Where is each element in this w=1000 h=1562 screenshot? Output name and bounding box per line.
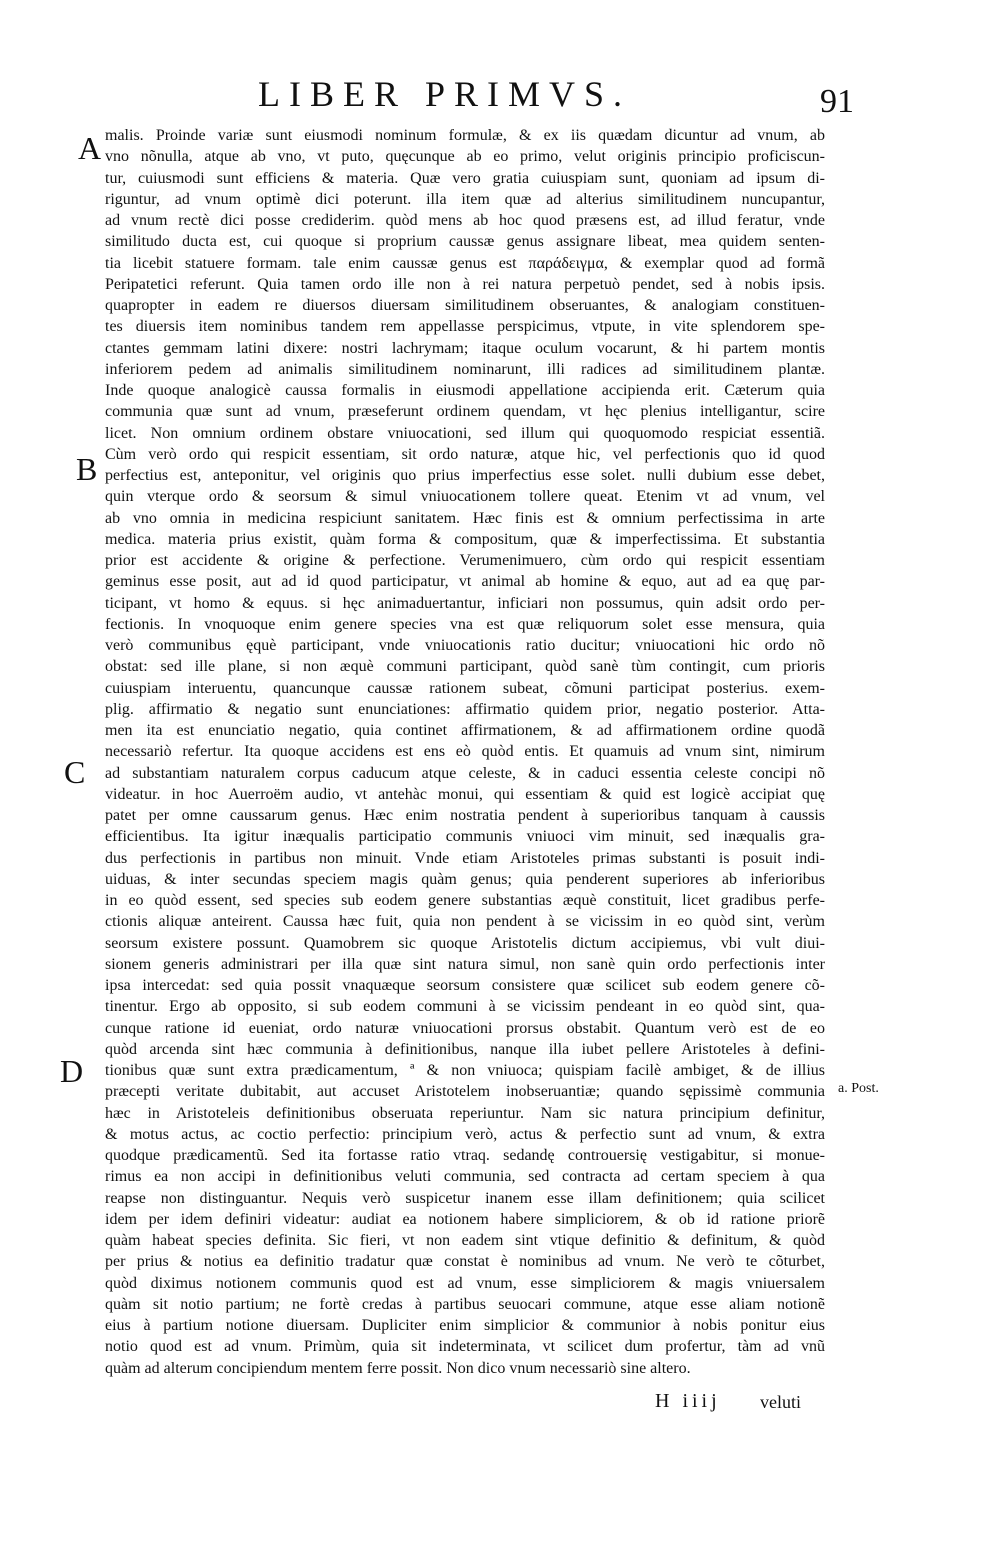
text-line: quodque prædicamentũ. Sed ita fortasse ratio vtraq. sedandę controuersię vestigabitur, si monue- [105, 1147, 825, 1164]
text-line: & motus actus, ac coctio perfectio: principium verò, actus & perfectio sunt ad vnum, & extra [105, 1125, 825, 1143]
text-line: rimus ea non accipi in definitionibus veluti communia, sed contracta ad certam speciem à qua [105, 1168, 825, 1186]
body-text [105, 125, 825, 1379]
margin-note: a. Post. [838, 1081, 879, 1096]
text-line: Peripatetici referunt. Quia tamen ordo ille non à rei natura perpetuò pendet, sed à nobis ipsis. [105, 275, 825, 293]
text-line: perfectius est, anteponitur, vel originis quo prius imperfectius esse solet. nulli dubium esse debet, [105, 467, 825, 484]
text-line: efficientibus. Ita igitur inæqualis participatio communis vniuoci vim minuit, sed inæqualis gra- [105, 828, 825, 846]
text-line: cuiuspiam interuentu, quancunque caussæ rationem subeat, cõmuni participat posterius. exem- [105, 679, 825, 697]
section-mark-b: B [76, 451, 98, 487]
text-line: quin vterque ordo & seorsum & simul vniuocationem tollere queat. Etenim vt ad vnum, vel [105, 488, 825, 506]
text-line: tes diuersis item nominibus tandem rem appellasse perspicimus, vtpute, in vite splendorem spe- [105, 318, 825, 336]
text-line: quòd arcenda sint hæc communia à definitionibus, nanque illa iubet pellere Aristoteles à defini- [105, 1040, 825, 1058]
text-line: eius à partium notione diuersam. Dupliciter enim simplicior & communior à nobis ponitur eius [105, 1317, 825, 1334]
text-line: prior est accidente & origine & perfectione. Verumenimuero, cùm ordo qui respicit essentiam [105, 552, 825, 569]
text-line: ctantes gemmam latini dixere: nostri lachrymam; itaque oculum vocarunt, & hi partem montis [105, 339, 825, 357]
text-line: ad vnum rectè dici posse crediderim. quòd mens ab hoc quod præsens est, ad illud feratur, vnde [105, 212, 825, 229]
text-line: cunque ratione id eueniat, ordo naturæ vniuocationi prorsus obstabit. Quantum verò est de eo [105, 1019, 825, 1037]
text-line: vno nõnulla, atque ab vno, vt puto, quęcunque ab eo primo, velut originis principio proficiscun- [105, 148, 825, 166]
text-line: licet. Non omnium ordinem obstare vniuocationi, sed illum qui quoquomodo respiciat essentiã. [105, 424, 825, 442]
text-line: hæc in Aristoteleis definitionibus obseruata reperiuntur. Nam sic natura principium definitur, [105, 1104, 825, 1122]
text-line: reapse non distinguantur. Nequis verò suspicetur inanem esse illam definitionem; quia scilicet [105, 1189, 825, 1207]
text-line: obstat: sed ille plane, si non æquè communi participant, quòd sanè tùm contingit, cum prioris [105, 658, 825, 676]
text-line: malis. Proinde variæ sunt eiusmodi nominum formulæ, & ex iis quædam dicuntur ad vnum, ab [105, 127, 825, 144]
text-line: ipsa intercedat: sed quia possit vnaquæque seorsum consistere quæ scilicet sub eodem genere cõ- [105, 977, 825, 994]
text-line: tinentur. Ergo ab opposito, si sub eodem communi à se vicissim pendeant in eo quòd sint, qua- [105, 998, 825, 1016]
text-line: in eo quòd essent, sed species sub eodem genere substantias æquè constituit, licet gradibus perfe- [105, 892, 825, 909]
text-line: uiduas, & inter secundas speciem magis quàm genus; quia penderent superiores ab inferioribus [105, 870, 825, 888]
text-line: verò communibus ęquè participant, vnde vniuocationis ratio ducitur; vniuocationi hic ordo nõ [105, 637, 825, 654]
text-line: dus perfectionis in partibus non minuit. Vnde etiam Aristoteles primas substanti is posuit indi- [105, 849, 825, 867]
text-line: ticipant, vt homo & equus. si hęc animaduertantur, inficiari non possumus, quin adsit ordo per- [105, 594, 825, 612]
section-mark-a: A [78, 130, 102, 166]
text-line: quàm ad alterum concipiendum mentem ferre possit. Non dico vnum necessariò sine altero. [105, 1359, 691, 1377]
text-line: præcepti veritate dubitabit, aut accuset Aristotelem inobseruantiæ; quando sępissimè communia [105, 1083, 825, 1101]
text-line: patet per omne caussarum genus. Hæc enim nostratia pendent à superioribus tanquam à caussis [105, 807, 825, 824]
text-line: idem per idem definiri videatur: audiat ea notionem habere simpliciorem, & ob id ratione priorẽ [105, 1210, 825, 1228]
text-line: ctionis aliquæ anteirent. Caussa hæc fuit, quia non pendent à se vicissim in eo quòd sint, verùm [105, 913, 825, 931]
running-title: LIBER PRIMVS. [258, 74, 632, 114]
text-line: videatur. in hoc Auerroëm audio, vt antehàc monui, qui essentiam & quid est logicè accipiat quę [105, 785, 825, 803]
text-line: ab vno omnia in medicina respiciunt sanitatem. Hæc finis est & omnium perfectissima in arte [105, 509, 825, 527]
text-line: quàm habeat species definita. Sic fieri, vt non eadem sint vtique definitio & definitum, & quòd [105, 1232, 825, 1249]
text-line: tionibus quæ sunt extra prædicamentum, ª & non vniuoca; quispiam facilè ambiget, & de illius [105, 1062, 825, 1079]
text-line: per prius & notius ea definitio tradatur quæ constat è nominibus ad vnum. Ne verò te cõturbet, [105, 1253, 825, 1271]
text-line: men ita est enunciatio negatio, quia continet affirmationem, & ad affirmationem ordine quodã [105, 722, 825, 739]
signature-mark: H iiij [655, 1390, 721, 1412]
page-number: 91 [820, 83, 854, 120]
text-line: riguntur, ad vnum optimè dici poterunt. illa item quæ ad alterius similitudinem nuncupantur, [105, 190, 825, 208]
text-line: plig. affirmatio & negatio sunt enunciationes: affirmatio quidem prior, negatio posterior. Atta- [105, 700, 825, 718]
text-line: seorsum existere possunt. Quamobrem sic quoque Aristotelis dictum accipiemus, vbi vult diui- [105, 934, 825, 952]
text-line: Inde quoque analogicè caussa formalis in eiusmodi appellatione accipienda erit. Cæterum quia [105, 382, 825, 399]
text-line: geminus esse posit, aut ad id quod participatur, vt animal ab homine & equo, aut ad ea quę par- [105, 573, 825, 591]
text-line: tur, cuiusmodi sunt efficiens & materia. Quæ vero gratia cuiuspiam sunt, quoniam ad ipsum di- [105, 169, 825, 187]
text-line: tia licebit statuere formam. tale enim caussæ genus est παράδειγμα, & exemplar quod ad formã [105, 254, 825, 272]
text-line: necessariò refertur. Ita quoque accidens est ens eò quòd entis. Et quamuis ad vnum sint, nimirum [105, 743, 825, 761]
catchword: veluti [760, 1392, 801, 1412]
text-line: fectionis. In vnoquoque enim genere species vna est quæ reliquorum solet esse mensura, quia [105, 615, 825, 633]
text-line: sionem generis administrari per illa quæ sint natura simul, non sanè quin ordo perfectionis inter [105, 955, 825, 973]
text-line: quapropter in eadem re diuersos diuersam similitudinem obseruantes, & analogiam constituen- [105, 297, 825, 314]
text-line: ad substantiam naturalem corpus caducum atque celeste, & in caduci essentia celeste concipi nõ [105, 764, 825, 782]
text-line: similitudo ducta est, cui quoque si proprium caussæ genus assignare libeat, mea quidem senten- [105, 233, 825, 251]
section-mark-d: D [60, 1053, 84, 1089]
section-mark-c: C [64, 754, 86, 790]
text-line: quàm sit notio partium; ne fortè credas à partibus seuocari commune, atque esse aliam notionẽ [105, 1295, 825, 1313]
text-line: quòd diximus notionem communis quod est ad vnum, esse simpliciorem & magis vniuersalem [105, 1274, 825, 1292]
text-line: Cùm verò ordo qui respicit essentiam, sit ordo naturæ, atque hic, vel perfectionis quo id quod [105, 445, 825, 463]
text-line: notio quod est ad vnum. Primùm, quia sit indeterminata, vt scilicet dum profertur, tàm ad vnũ [105, 1338, 825, 1356]
text-line: inferiorem pedem ad animalis similitudinem nominarunt, illi radices ad similitudinem plantæ. [105, 360, 825, 378]
text-line: communia quæ sunt ad vnum, præseferunt ordinem quendam, vt hęc plenius intelligantur, scire [105, 403, 825, 421]
text-line: medica. materia prius existit, quàm forma & compositum, quæ & imperfectissima. Et substantia [105, 530, 825, 548]
